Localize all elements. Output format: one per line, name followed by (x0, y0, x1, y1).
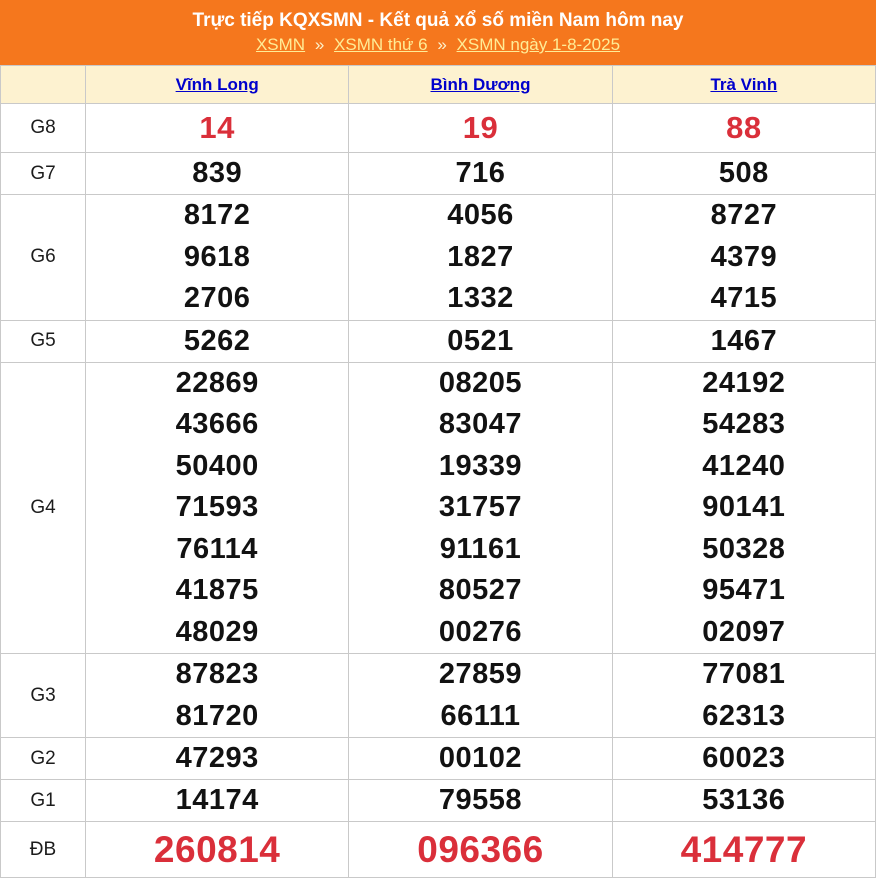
result-number: 53136 (702, 784, 786, 816)
prize-row-ĐB (1, 822, 876, 878)
result-number: 4715 (710, 282, 778, 314)
result-number: 9618 (183, 240, 251, 273)
result-number: 50328 (702, 532, 786, 565)
result-number: 1332 (447, 282, 514, 314)
result-cell-G6-col3 (612, 195, 875, 321)
result-cell-G8-col3 (612, 104, 875, 153)
result-number: 27859 (438, 658, 523, 690)
breadcrumb-link-xsmn-date[interactable]: XSMN ngày 1-8-2025 (456, 35, 621, 54)
result-cell-G3-col3 (612, 654, 875, 738)
result-number: 95471 (702, 574, 786, 606)
result-cell-G8-col1 (86, 104, 349, 153)
result-number: 43666 (175, 408, 259, 440)
prize-label: G7 (1, 153, 86, 195)
province-link-binh-duong[interactable]: Bình Dương (430, 74, 531, 94)
result-number: 716 (455, 157, 506, 189)
result-cell-G5-col1 (86, 320, 349, 362)
result-number: 4379 (710, 240, 778, 273)
result-cell-ĐB-col2 (349, 822, 612, 878)
prize-row-G8 (1, 104, 876, 153)
result-cell-ĐB-col3 (612, 822, 875, 878)
result-number: 00102 (438, 742, 523, 774)
results-table-header (1, 66, 876, 104)
result-number: 87823 (175, 658, 259, 690)
result-cell-G4-col1 (86, 362, 349, 654)
result-number: 508 (718, 157, 769, 189)
prize-label: G3 (1, 654, 86, 738)
results-table-body (1, 104, 876, 878)
prize-label: G4 (1, 362, 86, 654)
result-number: 19 (462, 110, 499, 145)
result-number: 02097 (702, 615, 786, 648)
corner-cell (1, 66, 86, 104)
result-number: 414777 (680, 829, 808, 870)
prize-row-G2 (1, 738, 876, 780)
result-number: 8172 (183, 199, 251, 231)
result-cell-G7-col3 (612, 153, 875, 195)
results-table (0, 65, 876, 878)
result-number: 096366 (417, 829, 544, 870)
result-number: 14 (199, 110, 235, 145)
result-cell-G3-col2 (349, 654, 612, 738)
result-cell-G1-col2 (349, 780, 612, 822)
result-number: 839 (192, 157, 243, 189)
result-number: 66111 (440, 699, 521, 732)
prize-label: G5 (1, 320, 86, 362)
province-link-tra-vinh[interactable]: Trà Vinh (710, 74, 778, 94)
prize-label: ĐB (1, 822, 86, 878)
prize-row-G1 (1, 780, 876, 822)
result-cell-G4-col2 (349, 362, 612, 654)
prize-row-G3 (1, 654, 876, 738)
result-cell-G8-col2 (349, 104, 612, 153)
result-cell-G7-col2 (349, 153, 612, 195)
result-number: 0521 (447, 324, 514, 357)
result-number: 81720 (175, 699, 259, 732)
result-number: 00276 (438, 615, 523, 648)
result-number: 19339 (438, 449, 523, 482)
result-cell-G1-col3 (612, 780, 875, 822)
province-header-tra-vinh (612, 66, 875, 104)
result-cell-G5-col3 (612, 320, 875, 362)
result-number: 60023 (702, 742, 786, 774)
result-cell-G1-col1 (86, 780, 349, 822)
result-cell-G2-col3 (612, 738, 875, 780)
result-number: 31757 (438, 491, 523, 523)
result-number: 90141 (702, 491, 786, 523)
page-header (0, 0, 876, 65)
result-number: 1827 (447, 240, 514, 273)
result-number: 71593 (175, 491, 259, 523)
result-cell-G6-col2 (349, 195, 612, 321)
result-cell-G6-col1 (86, 195, 349, 321)
prize-label: G1 (1, 780, 86, 822)
result-cell-G2-col2 (349, 738, 612, 780)
result-cell-G4-col3 (612, 362, 875, 654)
result-number: 41875 (175, 574, 259, 606)
result-cell-ĐB-col1 (86, 822, 349, 878)
result-number: 54283 (702, 408, 786, 440)
result-number: 08205 (438, 366, 523, 399)
result-number: 50400 (175, 449, 259, 482)
result-cell-G3-col1 (86, 654, 349, 738)
result-number: 41240 (702, 449, 786, 482)
breadcrumb (0, 33, 876, 57)
prize-label: G6 (1, 195, 86, 321)
result-number: 76114 (176, 532, 258, 565)
result-number: 5262 (183, 324, 251, 357)
result-number: 80527 (438, 574, 523, 606)
result-cell-G2-col1 (86, 738, 349, 780)
result-number: 88 (726, 110, 762, 145)
result-number: 24192 (702, 366, 786, 399)
result-number: 14174 (175, 784, 259, 816)
result-number: 8727 (710, 199, 778, 231)
result-number: 83047 (438, 408, 523, 440)
breadcrumb-link-xsmn-thu-6[interactable]: XSMN thứ 6 (334, 35, 428, 54)
result-number: 79558 (438, 784, 523, 816)
result-cell-G5-col2 (349, 320, 612, 362)
result-number: 4056 (447, 199, 514, 231)
province-link-vinh-long[interactable]: Vĩnh Long (175, 74, 259, 94)
page-title: Trực tiếp KQXSMN - Kết quả xổ số miền Nam hôm nay (192, 10, 684, 31)
result-number: 77081 (702, 658, 786, 690)
prize-row-G6 (1, 195, 876, 321)
breadcrumb-separator: » (314, 35, 325, 54)
prize-label: G8 (1, 104, 86, 153)
result-number: 62313 (702, 699, 786, 732)
prize-row-G7 (1, 153, 876, 195)
result-number: 48029 (175, 615, 259, 648)
result-number: 91161 (439, 532, 522, 565)
breadcrumb-link-xsmn[interactable]: XSMN (255, 35, 306, 54)
prize-label: G2 (1, 738, 86, 780)
province-header-vinh-long (86, 66, 349, 104)
result-number: 22869 (175, 366, 259, 399)
prize-row-G5 (1, 320, 876, 362)
breadcrumb-separator: » (437, 35, 447, 54)
result-number: 260814 (153, 829, 281, 870)
result-number: 1467 (710, 324, 778, 357)
prize-row-G4 (1, 362, 876, 654)
result-cell-G7-col1 (86, 153, 349, 195)
province-header-binh-duong (349, 66, 612, 104)
result-number: 2706 (183, 282, 251, 314)
result-number: 47293 (175, 742, 259, 774)
